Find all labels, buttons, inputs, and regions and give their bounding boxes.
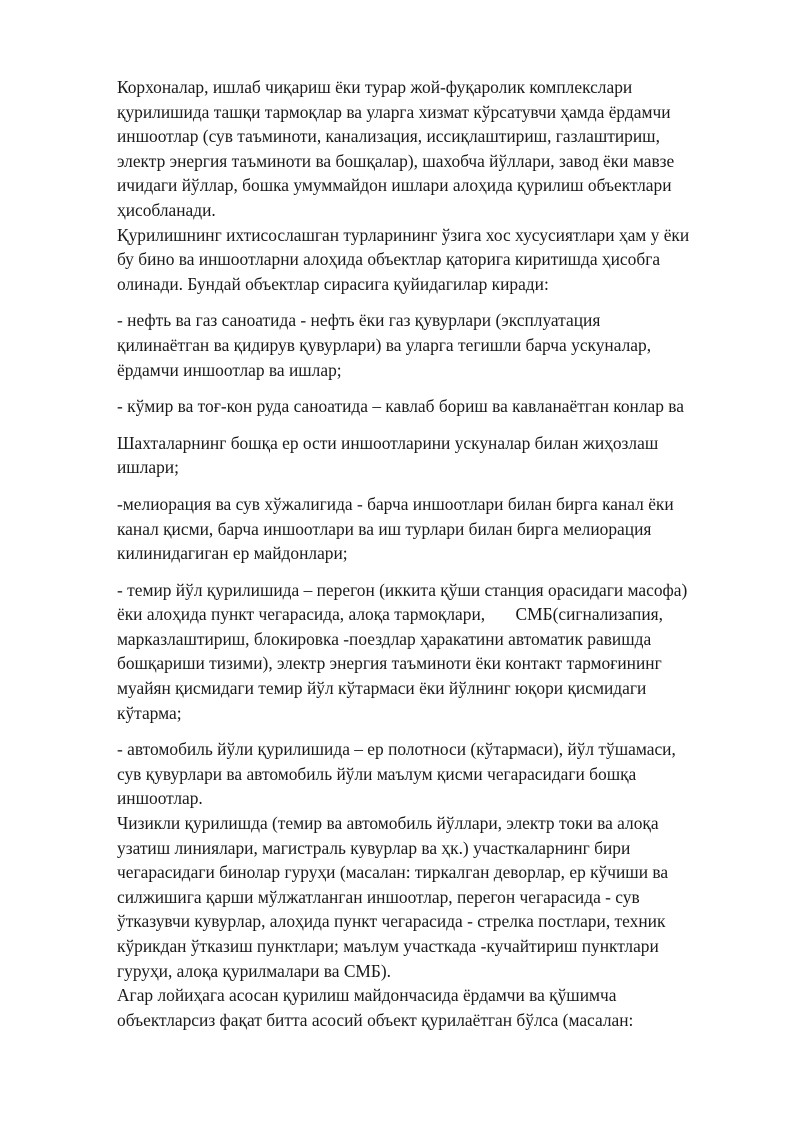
paragraph-intro: [117, 75, 747, 223]
paragraph-mines: [117, 431, 747, 480]
text-line: -мелиорация ва сув хўжалигида - барча иншоотлари билан бирга канал ёки: [117, 493, 674, 514]
text-line: килинидагиган ер майдонлари;: [117, 543, 348, 564]
text-line: иншоотлар (сув таъминоти, канализация, иссиқлаштириш, газлаштириш,: [117, 126, 660, 147]
text-line: узатиш линиялари, магистраль кувурлар ва ҳк.) участкаларнинг бири: [117, 837, 631, 858]
text-line: ёки алоҳида пункт чегарасида, алоқа тармоқлари, СМБ(сигнализапия,: [117, 604, 664, 625]
paragraph-linear-construction: [117, 811, 747, 983]
text-line: қилинаётган ва қидирув қувурлари) ва уларга тегишли барча ускуналар,: [117, 334, 652, 355]
text-line: Агар лойиҳага асосан қурилиш майдончасида ёрдамчи ва қўшимча: [117, 985, 617, 1006]
text-line: ҳисобланади.: [117, 199, 216, 220]
text-line: силжишига қарши мўлжатланган иншоотлар, перегон чегарасида - сув: [117, 886, 640, 907]
text-line: Қурилишнинг ихтисослашган турларининг ўзига хос хусусиятлари ҳам у ёки: [117, 224, 690, 245]
text-line: муайян қисмидаги темир йўл кўтармаси ёки йўлнинг юқори қисмидаги: [117, 678, 647, 699]
paragraph-coal-mining: [117, 394, 747, 419]
text-line: объектларсиз фақат битта асосий объект қурилаётган бўлса (масалан:: [117, 1009, 634, 1030]
text-line: марказлаштириш, блокировка -поездлар ҳаракатини автоматик равишда: [117, 628, 652, 649]
paragraph-spacer: [117, 566, 747, 578]
text-line: гуруҳи, алоқа қурилмалари ва СМБ).: [117, 960, 392, 981]
text-line: Чизикли қурилишда (темир ва автомобиль йўллари, электр токи ва алоқа: [117, 813, 659, 834]
text-line: олинади. Бундай объектлар сирасига қуйидагилар киради:: [117, 273, 549, 294]
paragraph-oil-gas: [117, 308, 747, 382]
text-line: чегарасидаги бинолар гуруҳи (масалан: тиркалган деворлар, ер кўчиши ва: [117, 862, 669, 883]
text-line: - кўмир ва тоғ-кон руда саноатида – кавлаб бориш ва кавланаётган конлар ва: [117, 396, 685, 417]
document-page: [117, 75, 747, 1032]
text-line: - нефть ва газ саноатида - нефть ёки газ қувурлари (эксплуатация: [117, 310, 601, 331]
text-line: бу бино ва иншоотларни алоҳида объектлар қаторига киритишда ҳисобга: [117, 249, 661, 270]
text-line: Шахталарнинг бошқа ер ости иншоотларини ускуналар билан жиҳозлаш: [117, 432, 659, 453]
paragraph-highway: [117, 737, 747, 811]
text-line: электр энергия таъминоти ва бошқалар), шахобча йўллари, завод ёки мавзе: [117, 150, 675, 171]
paragraph-single-object: [117, 983, 747, 1032]
paragraph-spacer: [117, 382, 747, 394]
text-line: бошқариши тизими), электр энергия таъминоти ёки контакт тармоғининг: [117, 653, 662, 674]
paragraph-spacer: [117, 419, 747, 431]
paragraph-spacer: [117, 725, 747, 737]
text-line: - автомобиль йўли қурилишида – ер полотноси (кўтармаси), йўл тўшамаси,: [117, 739, 676, 760]
text-line: кўрикдан ўтказиш пунктлари; маълум участкада -кучайтириш пунктлари: [117, 936, 659, 956]
text-line: Корхоналар, ишлаб чиқариш ёки турар жой-фуқаролик комплекслари: [117, 77, 633, 97]
text-line: ёрдамчи иншоотлар ва ишлар;: [117, 359, 342, 380]
text-line: ичидаги йўллар, бошка умуммайдон ишлари алоҳида қурилиш объектлари: [117, 175, 672, 196]
text-line: қурилишида ташқи тармоқлар ва уларга хизмат кўрсатувчи ҳамда ёрдамчи: [117, 101, 671, 122]
text-line: - темир йўл қурилишида – перегон (иккита қўши станция орасидаги масофа): [117, 579, 688, 600]
paragraph-melioration: [117, 492, 747, 566]
paragraph-railway: [117, 578, 747, 726]
text-line: кўтарма;: [117, 702, 182, 723]
paragraph-spacer: [117, 296, 747, 308]
paragraph-specialized-types: [117, 223, 747, 297]
text-line: иншоотлар.: [117, 788, 203, 809]
paragraph-spacer: [117, 480, 747, 492]
text-line: ўтказувчи кувурлар, алоҳида пункт чегарасида - стрелка постлари, техник: [117, 911, 666, 932]
text-line: сув қувурлари ва автомобиль йўли маълум қисми чегарасидаги бошқа: [117, 763, 637, 784]
text-line: ишлари;: [117, 457, 179, 478]
text-line: канал қисми, барча иншоотлари ва иш турлари билан бирга мелиорация: [117, 518, 652, 539]
